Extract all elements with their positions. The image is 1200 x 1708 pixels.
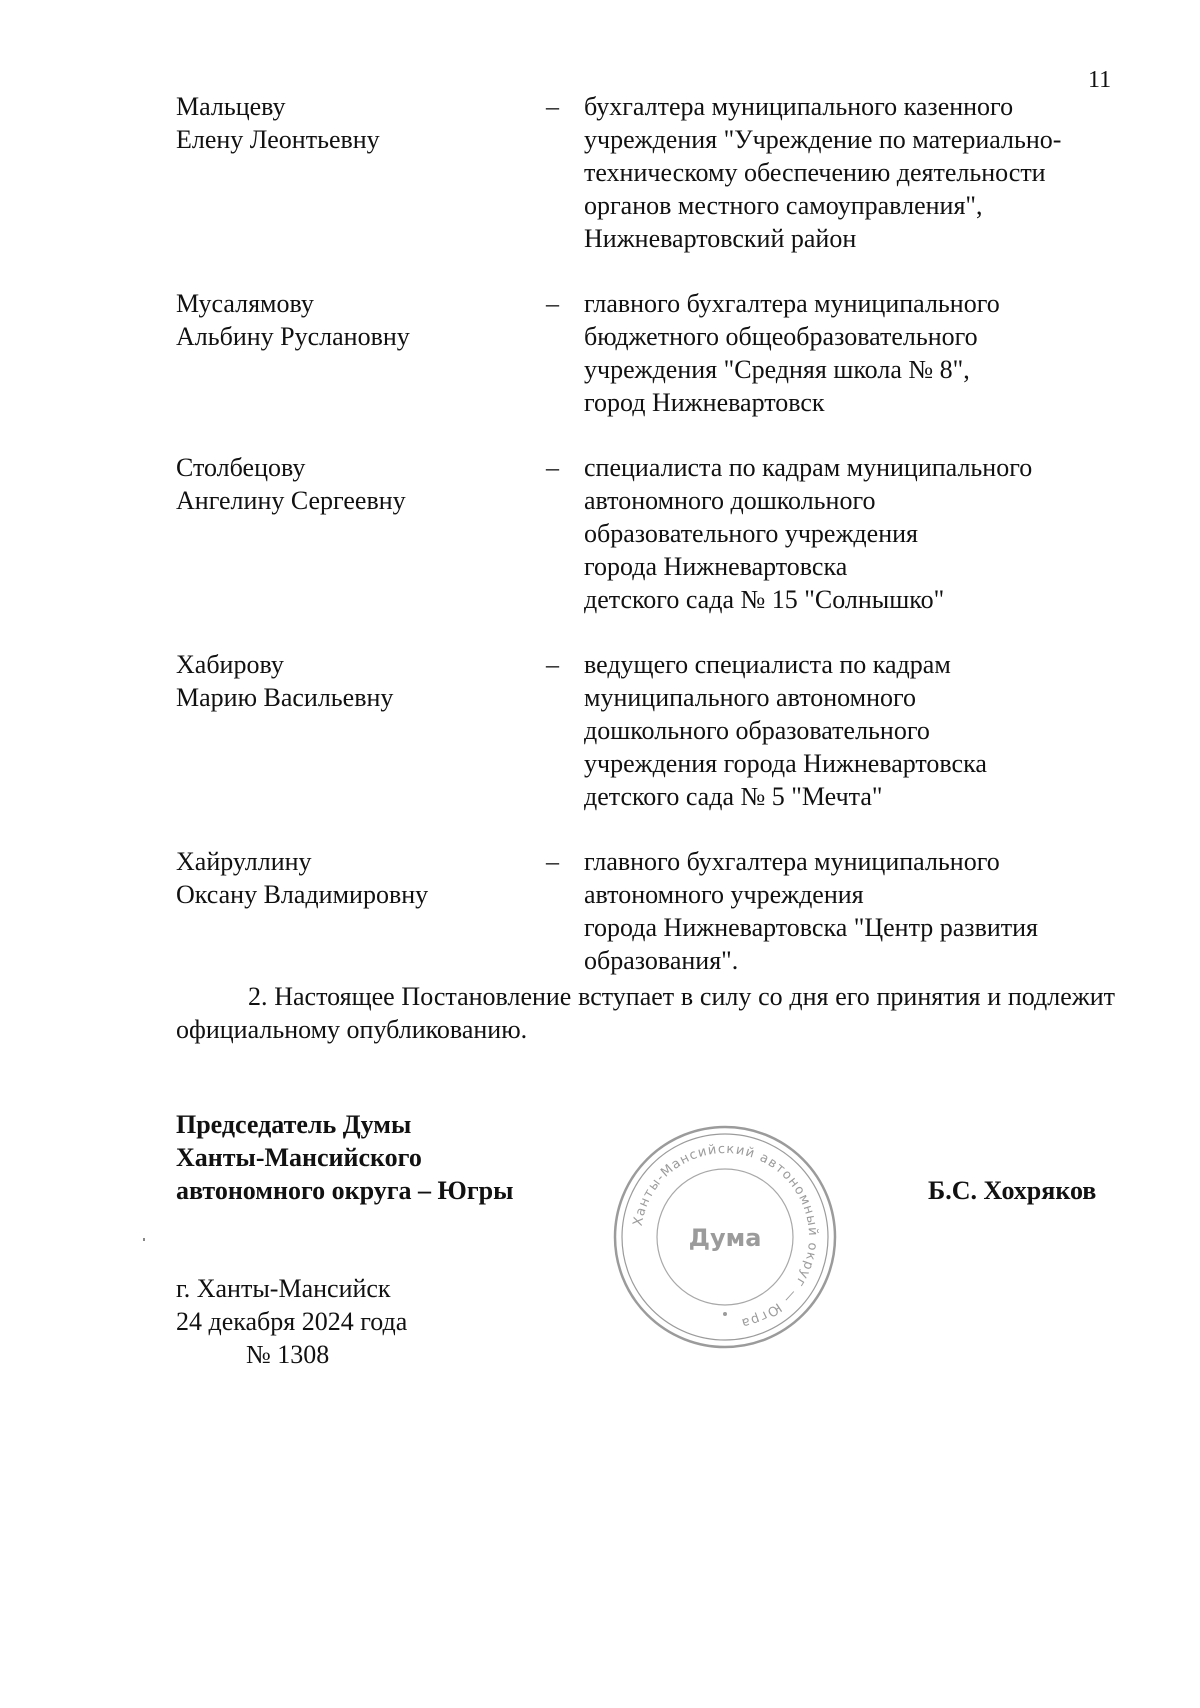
appointee-name: Хайруллину Оксану Владимировну [176, 847, 429, 909]
appointee-name: Мусалямову Альбину Руслановну [176, 289, 410, 351]
signatory-title: Председатель Думы Ханты-Мансийского автономного округа – Югры [176, 1110, 514, 1205]
appointee-name: Столбецову Ангелину Сергеевну [176, 453, 406, 515]
document-date: 24 декабря 2024 года [176, 1307, 408, 1336]
dash-separator: – [546, 847, 559, 876]
appointee-position: специалиста по кадрам муниципального автономного дошкольного образовательного учреждения города Нижневартовска детского сада № 15 "Солнышко" [584, 453, 1033, 614]
signatory-name: Б.С. Хохряков [928, 1176, 1097, 1205]
seal-ring-text: Ханты-Мансийский автономный округ — Югра [630, 1141, 821, 1331]
dash-separator: – [546, 289, 559, 318]
appointee-position: ведущего специалиста по кадрам муниципального автономного дошкольного образовательного учреждения города Нижневартовска детского сада № 5 "Мечта" [584, 650, 987, 811]
appointee-position: бухгалтера муниципального казенного учреждения "Учреждение по материально- техническому обеспечению деятельности органов местного самоуправления", Нижневартовский район [584, 92, 1062, 253]
page-number: 11 [1088, 67, 1112, 93]
document-place: г. Ханты-Мансийск [176, 1274, 391, 1303]
appointee-position: главного бухгалтера муниципального бюджетного общеобразовательного учреждения "Средняя школа № 8", город Нижневартовск [584, 289, 1000, 417]
document-number: № 1308 [246, 1340, 330, 1369]
dash-separator: – [546, 92, 559, 121]
dash-separator: – [546, 650, 559, 679]
scan-mark [143, 1238, 145, 1241]
appointee-name: Мальцеву Елену Леонтьевну [176, 92, 380, 154]
seal-center-text: Дума [688, 1224, 762, 1252]
appointee-position: главного бухгалтера муниципального автономного учреждения города Нижневартовска "Центр развития образования". [584, 847, 1038, 975]
official-seal [610, 1122, 840, 1352]
appointee-name: Хабирову Марию Васильевну [176, 650, 394, 712]
seal-dot [723, 1312, 727, 1316]
dash-separator: – [546, 453, 559, 482]
effective-date-paragraph: 2. Настоящее Постановление вступает в силу со дня его принятия и подлежит официальному опубликованию. [176, 982, 1115, 1044]
